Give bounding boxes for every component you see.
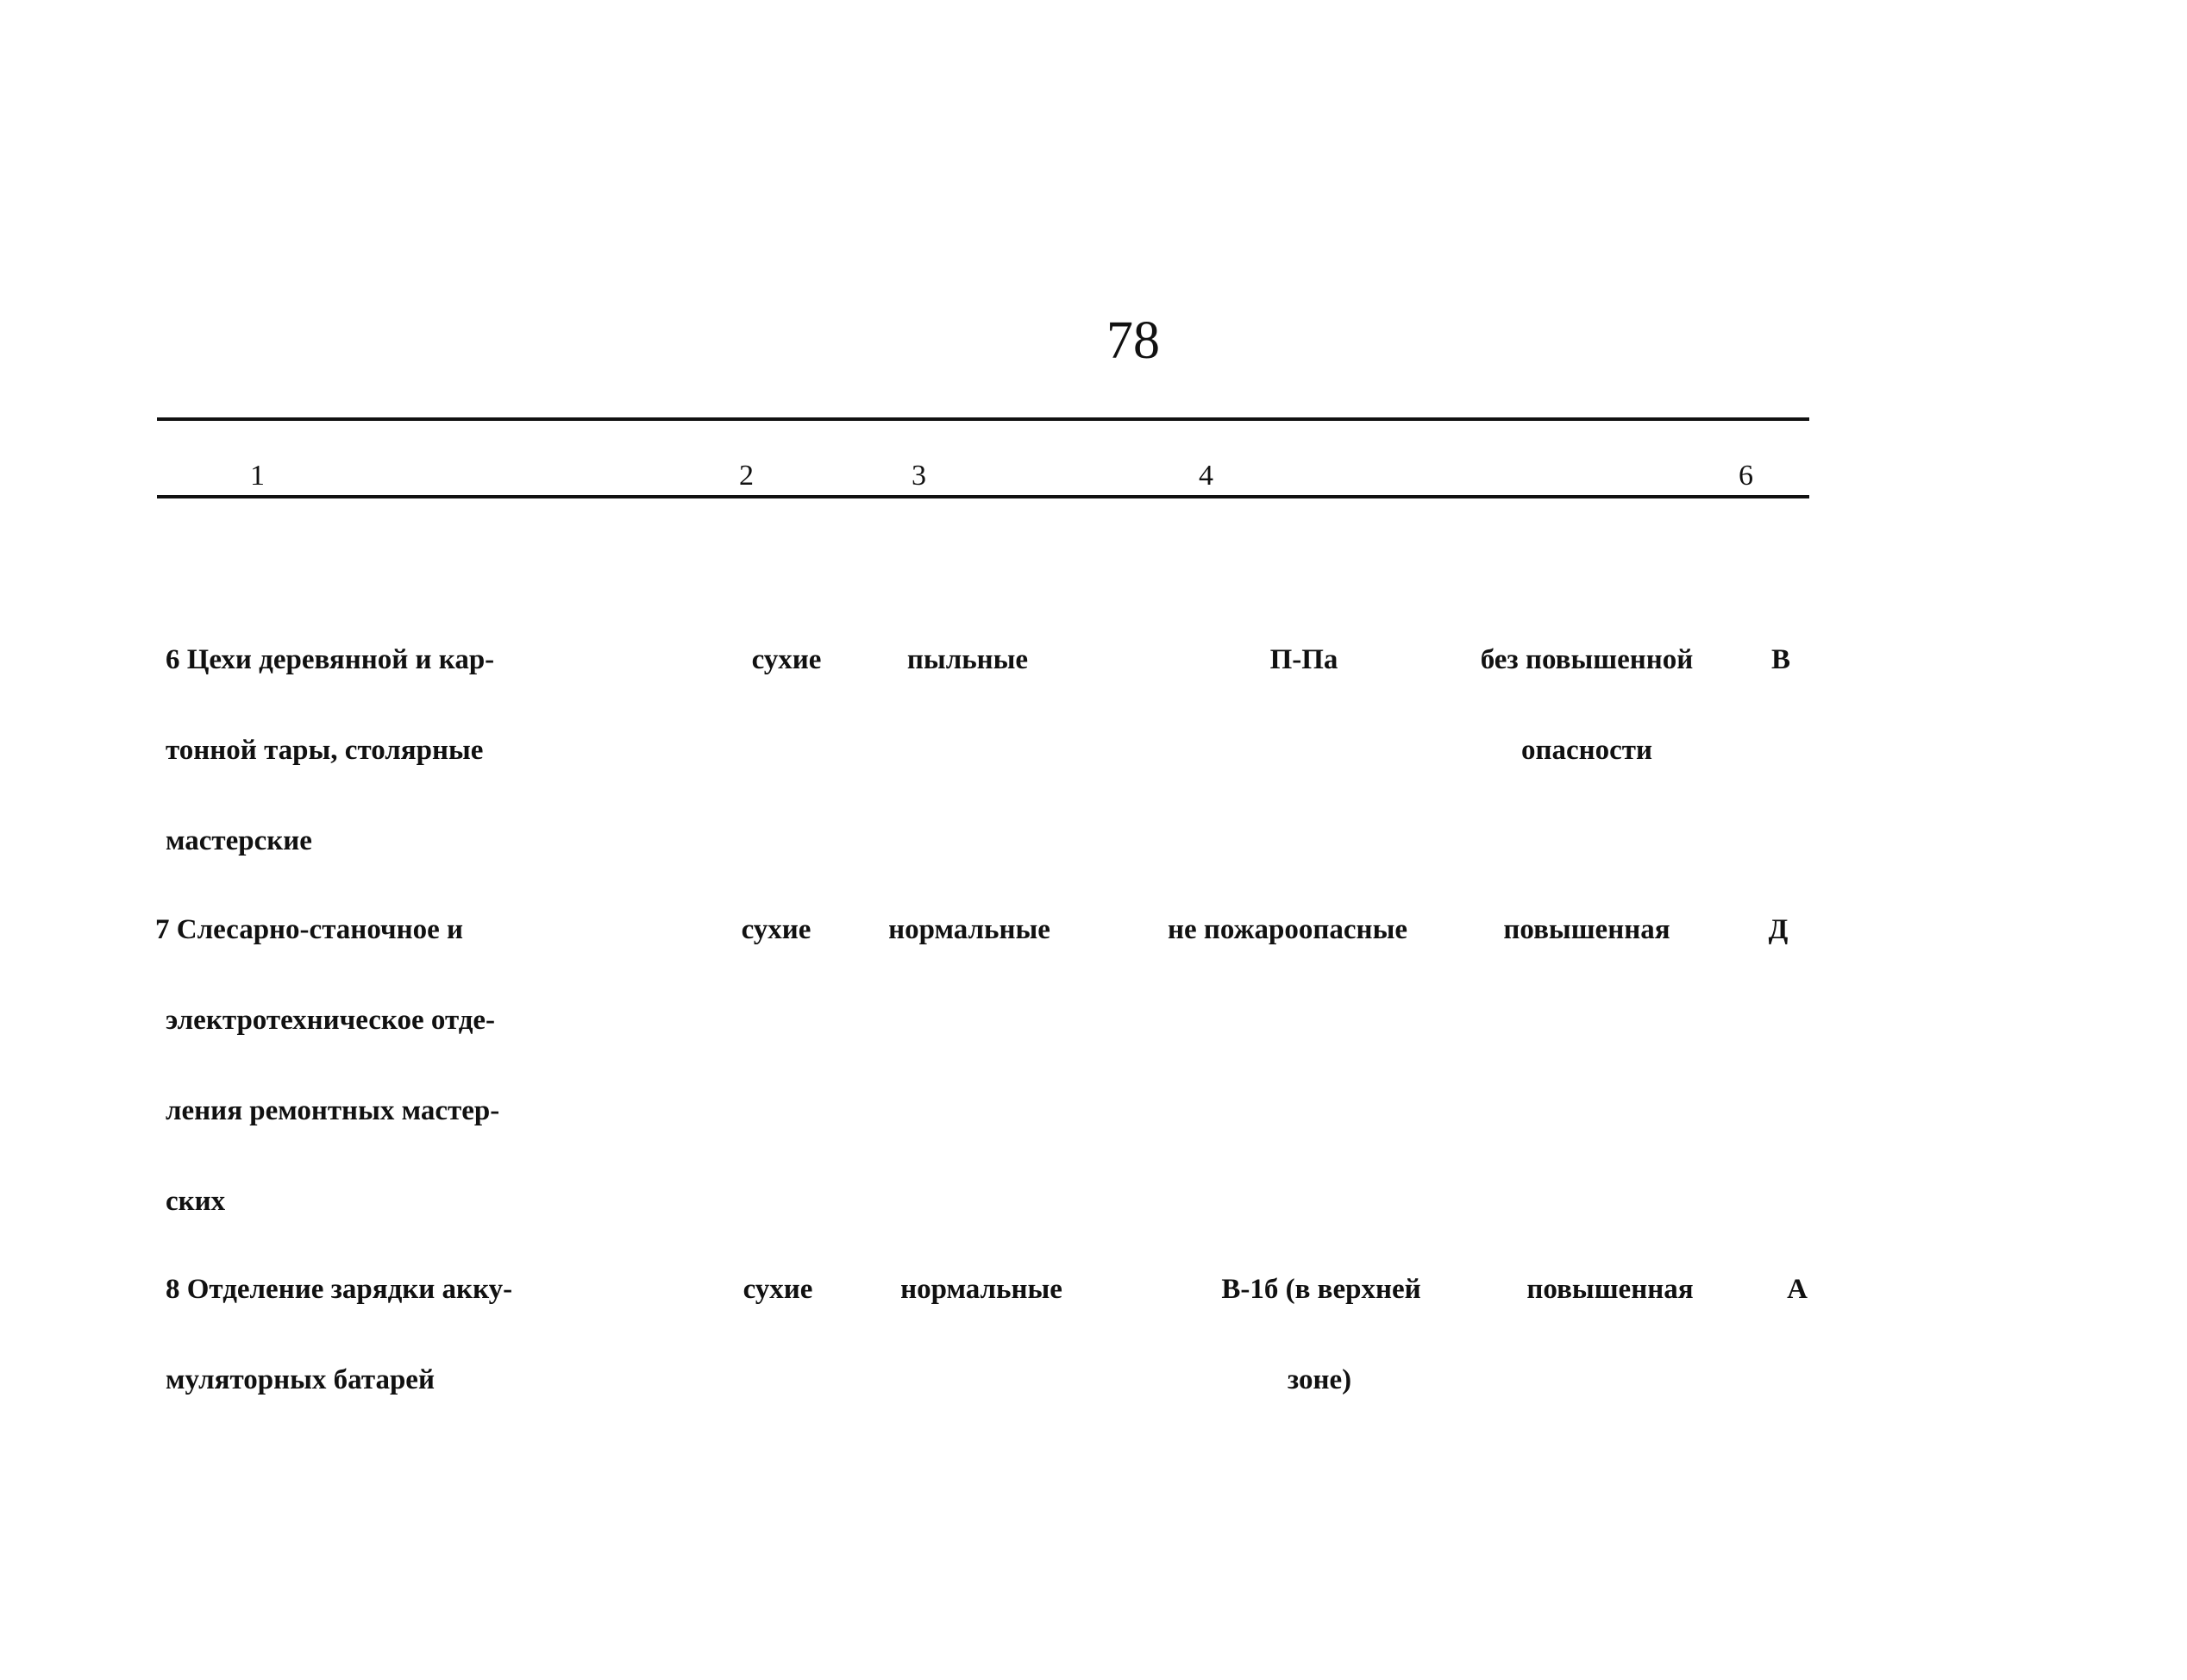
row-7-name-line-3: ления ремонтных мастер- [166, 1095, 500, 1126]
row-7-danger: повышенная [1503, 914, 1670, 945]
row-8-name-line-1: 8 Отделение зарядки акку- [166, 1274, 513, 1305]
row-8-danger: повышенная [1526, 1274, 1694, 1305]
row-6-danger-line-1: без повышенной [1480, 644, 1694, 675]
row-6-environment: пыльные [906, 644, 1029, 675]
row-8-name-line-2: муляторных батарей [166, 1364, 435, 1395]
row-8-humidity: сухие [743, 1274, 813, 1305]
column-number-1: 1 [250, 460, 265, 492]
column-number-6: 6 [1739, 460, 1753, 492]
row-8-fire-class-line-2: зоне) [1287, 1364, 1352, 1395]
row-7-category: Д [1768, 914, 1789, 945]
row-7-humidity: сухие [741, 914, 812, 945]
row-6-humidity: сухие [751, 644, 822, 675]
row-7-name-line-1: 7 Слесарно-станочное и [155, 914, 464, 945]
row-7-name-line-2: электротехническое отде- [166, 1005, 496, 1036]
row-6-name-line-1: 6 Цехи деревянной и кар- [166, 644, 495, 675]
row-6-fire-class: П-Па [1269, 644, 1338, 675]
row-6-category: В [1770, 644, 1791, 675]
column-number-3: 3 [912, 460, 926, 492]
row-8-category: А [1787, 1274, 1808, 1305]
row-7-environment: нормальные [888, 914, 1050, 945]
row-6-name-line-2: тонной тары, столярные [166, 735, 484, 766]
row-8-fire-class-line-1: В-1б (в верхней [1221, 1274, 1421, 1305]
page-number: 78 [1106, 311, 1160, 370]
row-7-fire-class: не пожароопасные [1168, 914, 1407, 945]
table-rule-bottom [157, 495, 1809, 498]
row-7-name-line-4: ских [166, 1186, 226, 1217]
row-8-environment: нормальные [900, 1274, 1062, 1305]
row-6-name-line-3: мастерские [166, 825, 312, 856]
row-6-danger-line-2: опасности [1520, 735, 1653, 766]
table-rule-top [157, 417, 1809, 421]
column-number-2: 2 [739, 460, 754, 492]
column-number-4: 4 [1199, 460, 1213, 492]
